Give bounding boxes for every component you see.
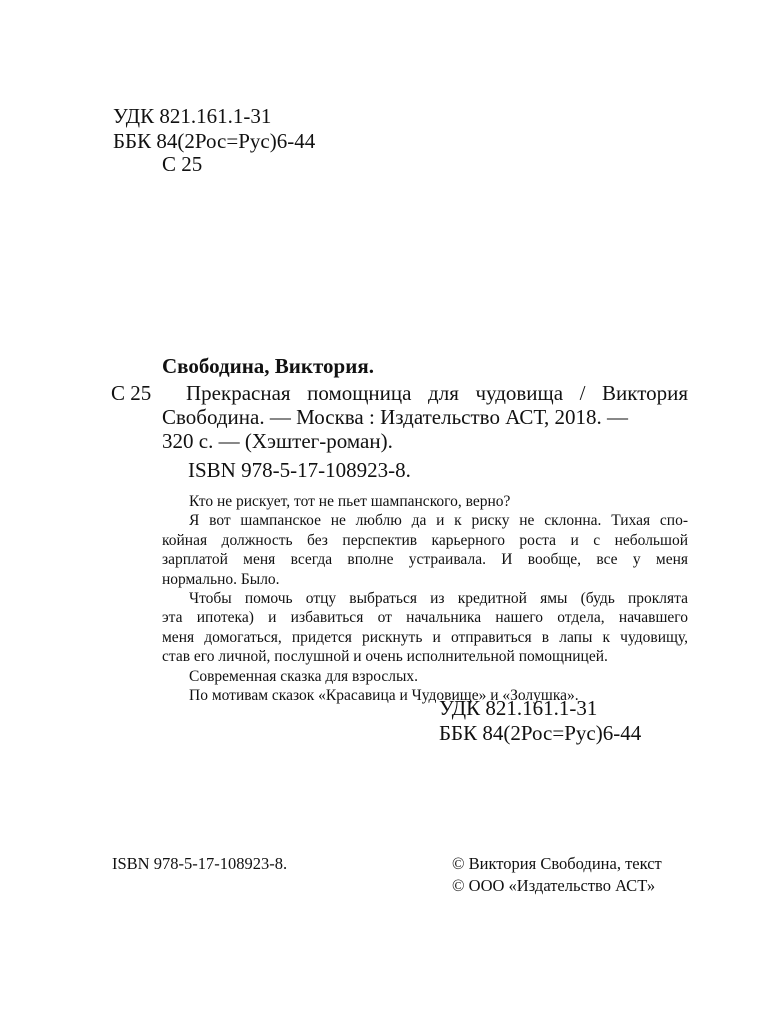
annotation-line: став его личной, послушной и очень исполнительной помощницей. (162, 648, 608, 665)
isbn-footer: ISBN 978-5-17-108923-8. (112, 854, 288, 873)
annotation-line: Чтобы помочь отцу выбраться из кредитной ямы (будь проклята (189, 590, 688, 607)
copyright-author: © Виктория Свободина, текст (452, 854, 662, 873)
annotation-line: нормально. Было. (162, 571, 280, 588)
bib-description-line-1: Прекрасная помощница для чудовища / Виктория (186, 381, 688, 405)
annotation-line: зарплатой меня всегда вполне устраивала. И вообще, все у меня (162, 551, 688, 568)
annotation-line: Я вот шампанское не люблю да и к риску не склонна. Тихая спо- (189, 512, 688, 529)
copyright-publisher: © ООО «Издательство АСТ» (452, 876, 656, 895)
bbk-code-bottom: ББК 84(2Рос=Рус)6-44 (439, 721, 642, 745)
author-mark-margin: С 25 (111, 381, 152, 405)
annotation-line: Кто не рискует, тот не пьет шампанского, верно? (189, 493, 511, 510)
bbk-code-top: ББК 84(2Рос=Рус)6-44 (113, 129, 316, 153)
annotation-line: меня домогаться, придется рискнуть и отправиться в лапы к чудовищу, (162, 629, 688, 646)
isbn-record: ISBN 978-5-17-108923-8. (188, 458, 411, 482)
udk-code-top: УДК 821.161.1-31 (113, 104, 272, 128)
annotation-line: эта ипотека) и избавиться от начальника нашего отдела, начавшего (162, 609, 688, 626)
author-heading: Свободина, Виктория. (162, 354, 374, 378)
annotation-line: По мотивам сказок «Красавица и Чудовище» и «Золушка». (189, 687, 579, 704)
annotation-line: койная должность без перспектив карьерного роста и с небольшой (162, 532, 688, 549)
author-mark-top: С 25 (162, 152, 203, 176)
udk-code-bottom: УДК 821.161.1-31 (439, 696, 598, 720)
bib-description-line-2: Свободина. — Москва : Издательство АСТ, 2018. — (162, 405, 629, 429)
annotation-line: Современная сказка для взрослых. (189, 668, 419, 685)
bib-description-line-3: 320 с. — (Хэштег-роман). (162, 429, 393, 453)
